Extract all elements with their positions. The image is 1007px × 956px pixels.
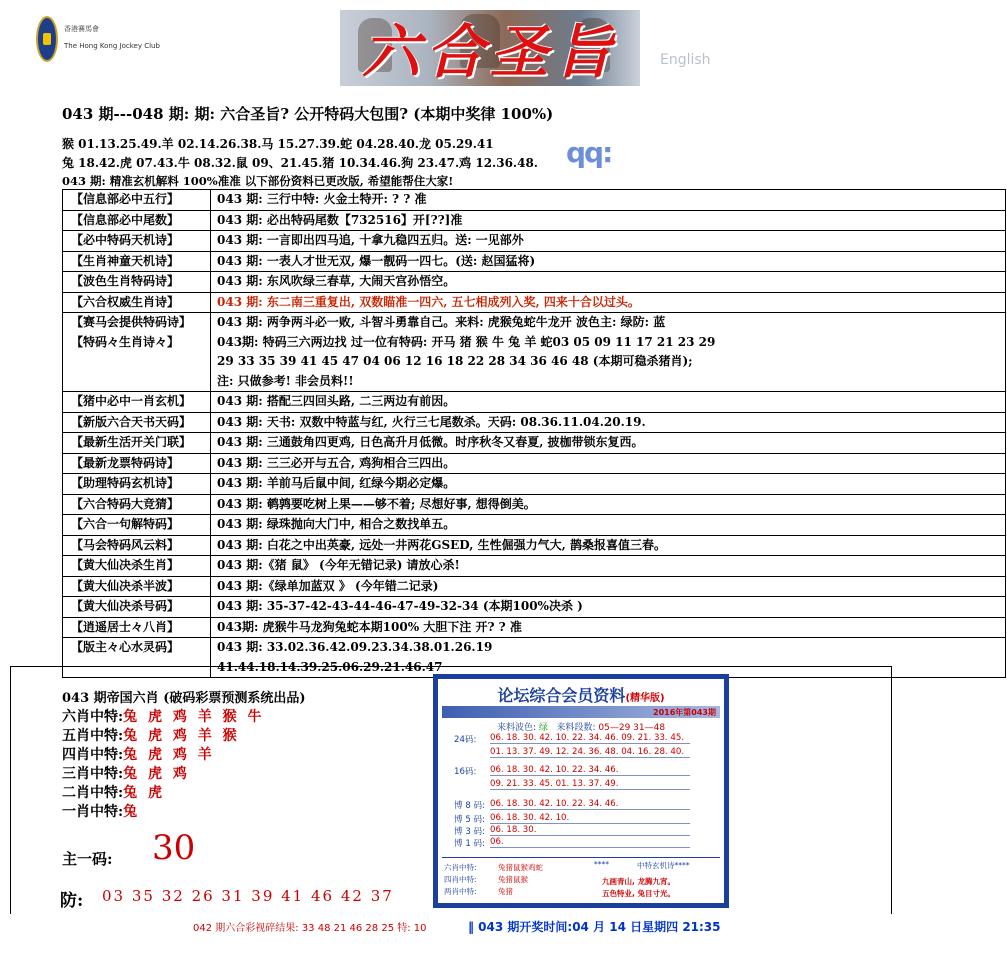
card-group-numbers: 06. (490, 837, 690, 848)
info-row-label-text: 【黄大仙决杀生肖】 (71, 558, 180, 572)
info-row-content (211, 292, 1006, 313)
info-row-content (211, 231, 1006, 252)
info-row-line: 29 33 35 39 41 45 47 04 06 12 16 18 22 28 34 36 46 48 (本期可稳杀猪肖); (217, 354, 693, 368)
main-code-label: 主一码: (62, 850, 113, 868)
info-row-label-text: 【特码々生肖诗々】 (71, 334, 180, 349)
info-row-line: 043 期: 羊前马后鼠中间, 红绿今期必定爆。 (217, 476, 456, 490)
info-row-label-text: 【生肖神童天机诗】 (71, 253, 180, 268)
info-row-label (63, 494, 211, 515)
previous-draw-result: 042 期六合彩视碎结果: 33 48 21 46 28 25 特: 10 (193, 923, 427, 934)
info-row (63, 597, 1006, 618)
info-row-label (63, 412, 211, 433)
info-row-label-text: 【六合一句解特码】 (71, 517, 180, 531)
info-row-label-text: 【马会特码风云料】 (71, 537, 180, 552)
card-group-numbers: 01. 13. 37. 49. 12. 24. 36. 48. 04. 16. 28. 40. (490, 747, 690, 758)
card-group-label: 博 3 码: (454, 827, 486, 837)
next-draw-time: ‖ 043 期开奖时间:04 月 14 日星期四 21:35 (468, 920, 721, 934)
card-group-label: 24码: (454, 735, 477, 745)
info-row-label-text: 【赛马会提供特码诗】 (71, 315, 192, 329)
info-row-label-text: 【六合权威生肖诗】 (71, 294, 180, 309)
info-row-label (63, 453, 211, 474)
info-row (63, 231, 1006, 252)
info-row-label (63, 576, 211, 597)
empire-row-label: 一肖中特: (62, 804, 124, 820)
info-row-line: 043 期: 一表人才世无双, 爆一靓码一四七。(送: 赵国猛将) (217, 253, 536, 268)
info-row-line: 043 期: 两争两斗必一败, 斗智斗勇靠自己。来料: 虎猴兔蛇牛龙开 波色主: 绿防: 蓝 (217, 315, 666, 329)
title-banner (340, 10, 640, 86)
info-row-label (63, 190, 211, 211)
defense-label: 防: (60, 891, 84, 911)
member-card-title (438, 683, 724, 706)
empire-row-label: 三肖中特: (62, 766, 124, 782)
info-row-label-text: 【新版六合天书天码】 (71, 414, 192, 429)
info-table (62, 189, 1006, 678)
member-card-title-text: 论坛综合会员资料 (497, 686, 626, 705)
empire-row (62, 725, 240, 745)
info-row-label-text: 【波色生肖特码诗】 (71, 274, 180, 288)
info-row-label (63, 535, 211, 556)
info-row-line: 043 期: 搭配三四回头路, 二三两边有前因。 (217, 394, 456, 408)
info-row-label (63, 292, 211, 313)
info-row-label (63, 392, 211, 413)
banner-title: 六合圣旨 (361, 18, 618, 86)
info-row-content (211, 412, 1006, 433)
info-row-label-text: 【逍遥居士々八肖】 (71, 619, 180, 634)
notice-text: 043 期: 精准玄机解料 100%准准 以下部份资料已更改版, 希望能帮住大家! (62, 174, 454, 188)
info-row-label-text: 【猪中必中一肖玄机】 (71, 394, 192, 408)
info-row-content (211, 494, 1006, 515)
defense-numbers: 03 35 32 26 31 39 41 46 42 37 (102, 887, 394, 905)
member-card-issue: 2016年第043期 (653, 708, 716, 717)
info-row-content (211, 272, 1006, 293)
info-row-label-text: 【黄大仙决杀半波】 (71, 578, 180, 593)
info-row-line: 043 期: 三三必开与五合, 鸡狗相合三四出。 (217, 455, 456, 470)
member-card-meta (438, 720, 724, 733)
card-group-numbers: 06. 18. 30. (490, 825, 690, 836)
card-foot-value: 兔猪鼠猴鸡蛇 (498, 863, 543, 872)
empire-row-label: 六肖中特: (62, 709, 124, 725)
info-row-line: 043 期: 东风吹绿三春草, 大闹天宫孙悟空。 (217, 274, 456, 288)
info-row (63, 190, 1006, 211)
empire-row (62, 782, 165, 802)
card-group-label: 16码: (454, 767, 477, 777)
empire-row (62, 706, 265, 726)
main-code-value: 30 (152, 828, 196, 868)
info-row-content (211, 535, 1006, 556)
info-row-label-text: 【必中特码天机诗】 (71, 233, 180, 247)
info-row-line: 043 期: 鹌鹑要吃树上果——够不着; 尽想好事, 想得倒美。 (217, 496, 536, 511)
member-card-edition: (精华版) (625, 693, 665, 704)
info-row-label (63, 474, 211, 495)
card-group-label: 博 8 码: (454, 801, 486, 811)
info-row-label (63, 617, 211, 638)
logo-english-text: The Hong Kong Jockey Club (64, 42, 160, 50)
card-group-numbers: 06. 18. 30. 42. 10. 22. 34. 46. 09. 21. 33. 45. (490, 733, 690, 744)
info-row-line: 043 期: 三行中特: 火金土特开: ? ? 准 (217, 192, 427, 206)
info-row-line: 41.44.18.14.39.25.06.29.21.46.47 (217, 659, 443, 674)
info-row-label-text: 【黄大仙决杀号码】 (71, 599, 180, 613)
info-row-label-text: 【六合特码大竞猜】 (71, 496, 180, 511)
jockey-club-logo[interactable] (36, 14, 160, 70)
info-row-label (63, 272, 211, 293)
info-row (63, 412, 1006, 433)
english-link[interactable]: English (660, 52, 711, 68)
info-row-line: 043 期: 东二南三重复出, 双数瞄准一四六, 五七相成列入奖, 四来十合以过头。 (217, 294, 640, 309)
qq-label: qq: (566, 136, 612, 169)
info-row-line: 043 期: 三通鼓角四更鸡, 日色高升月低微。时序秋冬又春夏, 披枷带锁东复西。 (217, 435, 644, 449)
empire-row (62, 763, 190, 783)
info-row (63, 556, 1006, 577)
info-row-content (211, 392, 1006, 413)
info-row-line: 043 期: 33.02.36.42.09.23.34.38.01.26.19 (217, 640, 493, 654)
info-row (63, 272, 1006, 293)
info-row (63, 474, 1006, 495)
info-row-content (211, 474, 1006, 495)
info-row-content (211, 433, 1006, 454)
info-row-line: 043期: 虎猴牛马龙狗兔蛇本期100% 大胆下注 开? ? 准 (217, 619, 522, 634)
empire-row-label: 五肖中特: (62, 728, 124, 744)
stars-text: **** (594, 860, 609, 869)
info-row-line: 043 期: 必出特码尾数【732516】开[??]准 (217, 212, 463, 227)
info-row-content (211, 453, 1006, 474)
info-row-content (211, 556, 1006, 577)
info-row-label (63, 313, 211, 392)
card-foot-value: 兔猪 (498, 887, 513, 896)
poem-caption: 中特玄机诗**** (637, 861, 690, 870)
info-row (63, 535, 1006, 556)
meta-color-value: 绿 (538, 723, 548, 733)
info-row-content (211, 617, 1006, 638)
card-group-numbers: 09. 21. 33. 45. 01. 13. 37. 49. (490, 779, 690, 790)
card-group-label: 博 1 码: (454, 839, 486, 849)
empire-title: 043 期帝国六肖 (破码彩票预测系统出品) (62, 691, 306, 706)
info-row-line: 043 期: 白花之中出英豪, 远处一井两花GSED, 生性倔强力气大, 鹊桑报喜值三春。 (217, 537, 666, 552)
meta-range-value: 05—29 31—48 (598, 723, 666, 733)
info-row-line: 043期: 特码三六两边找 过一位有特码: 开马 猪 猴 牛 兔 羊 蛇03 05 09 11 17 21 23 29 (217, 334, 716, 349)
info-row-label (63, 231, 211, 252)
info-row-label (63, 433, 211, 454)
empire-row-value: 兔 虎 鸡 羊 猴 (123, 728, 240, 744)
card-group-numbers: 06. 18. 30. 42. 10. 22. 34. 46. (490, 765, 690, 776)
info-row-line: 043 期: 天书: 双数中特蓝与红, 火行三七尾数杀。天码: 08.36.11.04.20.19. (217, 414, 646, 429)
poem-line: 五色特业, 兔目寸光。 (602, 889, 675, 898)
info-row (63, 494, 1006, 515)
empire-row-label: 四肖中特: (62, 747, 124, 763)
empire-row (62, 744, 215, 764)
info-row (63, 210, 1006, 231)
info-row (63, 251, 1006, 272)
info-row-label (63, 210, 211, 231)
info-row-line: 043 期: 一言即出四马追, 十拿九稳四五归。送: 一见部外 (217, 233, 524, 247)
empire-row-value: 兔 (123, 804, 141, 820)
card-foot-label: 六肖中特: (444, 863, 477, 872)
info-row (63, 433, 1006, 454)
card-group-numbers: 06. 18. 30. 42. 10. (490, 813, 690, 824)
empire-row-value: 兔 虎 (123, 785, 166, 801)
info-row-content (211, 251, 1006, 272)
info-row-label-text: 【信息部必中五行】 (71, 192, 180, 206)
jockey-club-emblem-icon (36, 16, 58, 62)
info-table-body (63, 190, 1006, 678)
info-row-label (63, 556, 211, 577)
info-row-label (63, 515, 211, 536)
zodiac-line: 兔 18.42.虎 07.43.牛 08.32.鼠 09、21.45.猪 10.34.46.狗 23.47.鸡 12.36.48. (62, 156, 538, 170)
card-group-label: 博 5 码: (454, 815, 486, 825)
info-row-label (63, 251, 211, 272)
info-row-label-text: 【版主々心水灵码】 (71, 640, 180, 654)
info-row-label-text: 【最新龙票特码诗】 (71, 455, 180, 470)
info-row-content (211, 576, 1006, 597)
empire-row-value: 兔 虎 鸡 羊 猴 牛 (123, 709, 265, 725)
info-row-content (211, 210, 1006, 231)
empire-row-value: 兔 虎 鸡 羊 (123, 747, 215, 763)
member-card-footer (442, 857, 720, 898)
card-foot-label: 两肖中特: (444, 887, 477, 896)
page-headline: 043 期---048 期: 期: 六合圣旨? 公开特码大包围? (本期中奖律 100%) (62, 105, 554, 123)
empire-row (62, 801, 140, 821)
info-row-line: 043 期:《猪 鼠》 (今年无错记录) 请放心杀! (217, 558, 460, 572)
empire-row-label: 二肖中特: (62, 785, 124, 801)
card-foot-value: 兔猪鼠猴 (498, 875, 528, 884)
info-row-label-text: 【信息部必中尾数】 (71, 212, 180, 227)
info-row (63, 313, 1006, 392)
info-row-label (63, 597, 211, 618)
info-row (63, 617, 1006, 638)
info-row (63, 392, 1006, 413)
info-row-label-text: 【助理特码玄机诗】 (71, 476, 180, 490)
card-group-numbers: 06. 18. 30. 42. 10. 22. 34. 46. (490, 799, 690, 810)
poem-line: 九画青山, 龙腾九宵。 (602, 877, 675, 886)
info-row-label-text: 【最新生活开关门联】 (71, 435, 192, 449)
info-row-content (211, 515, 1006, 536)
info-row-content (211, 190, 1006, 211)
info-row (63, 292, 1006, 313)
info-row (63, 453, 1006, 474)
empire-row-value: 兔 虎 鸡 (123, 766, 190, 782)
zodiac-line: 猴 01.13.25.49.羊 02.14.26.38.马 15.27.39.蛇 04.28.40.龙 05.29.41 (62, 137, 494, 151)
card-foot-label: 四肖中特: (444, 875, 477, 884)
member-data-card (433, 674, 729, 908)
info-row-line: 043 期:《绿单加蓝双 》 (今年错二记录) (217, 578, 439, 593)
meta-range-label: 来料段数: (556, 723, 596, 733)
member-card-body (438, 679, 724, 903)
info-row (63, 515, 1006, 536)
meta-color-label: 来料波色: (496, 723, 536, 733)
info-row-content (211, 313, 1006, 392)
info-row (63, 576, 1006, 597)
info-row-line: 043 期: 绿珠抛向大门中, 相合之数找单五。 (217, 517, 456, 531)
info-row-content (211, 597, 1006, 618)
logo-chinese-text: 香港賽馬會 (64, 25, 99, 33)
info-row-line: 注: 只做参考! 非会员料!! (217, 373, 354, 388)
info-row-line: 043 期: 35-37-42-43-44-46-47-49-32-34 (本期100%决杀 ) (217, 599, 583, 613)
